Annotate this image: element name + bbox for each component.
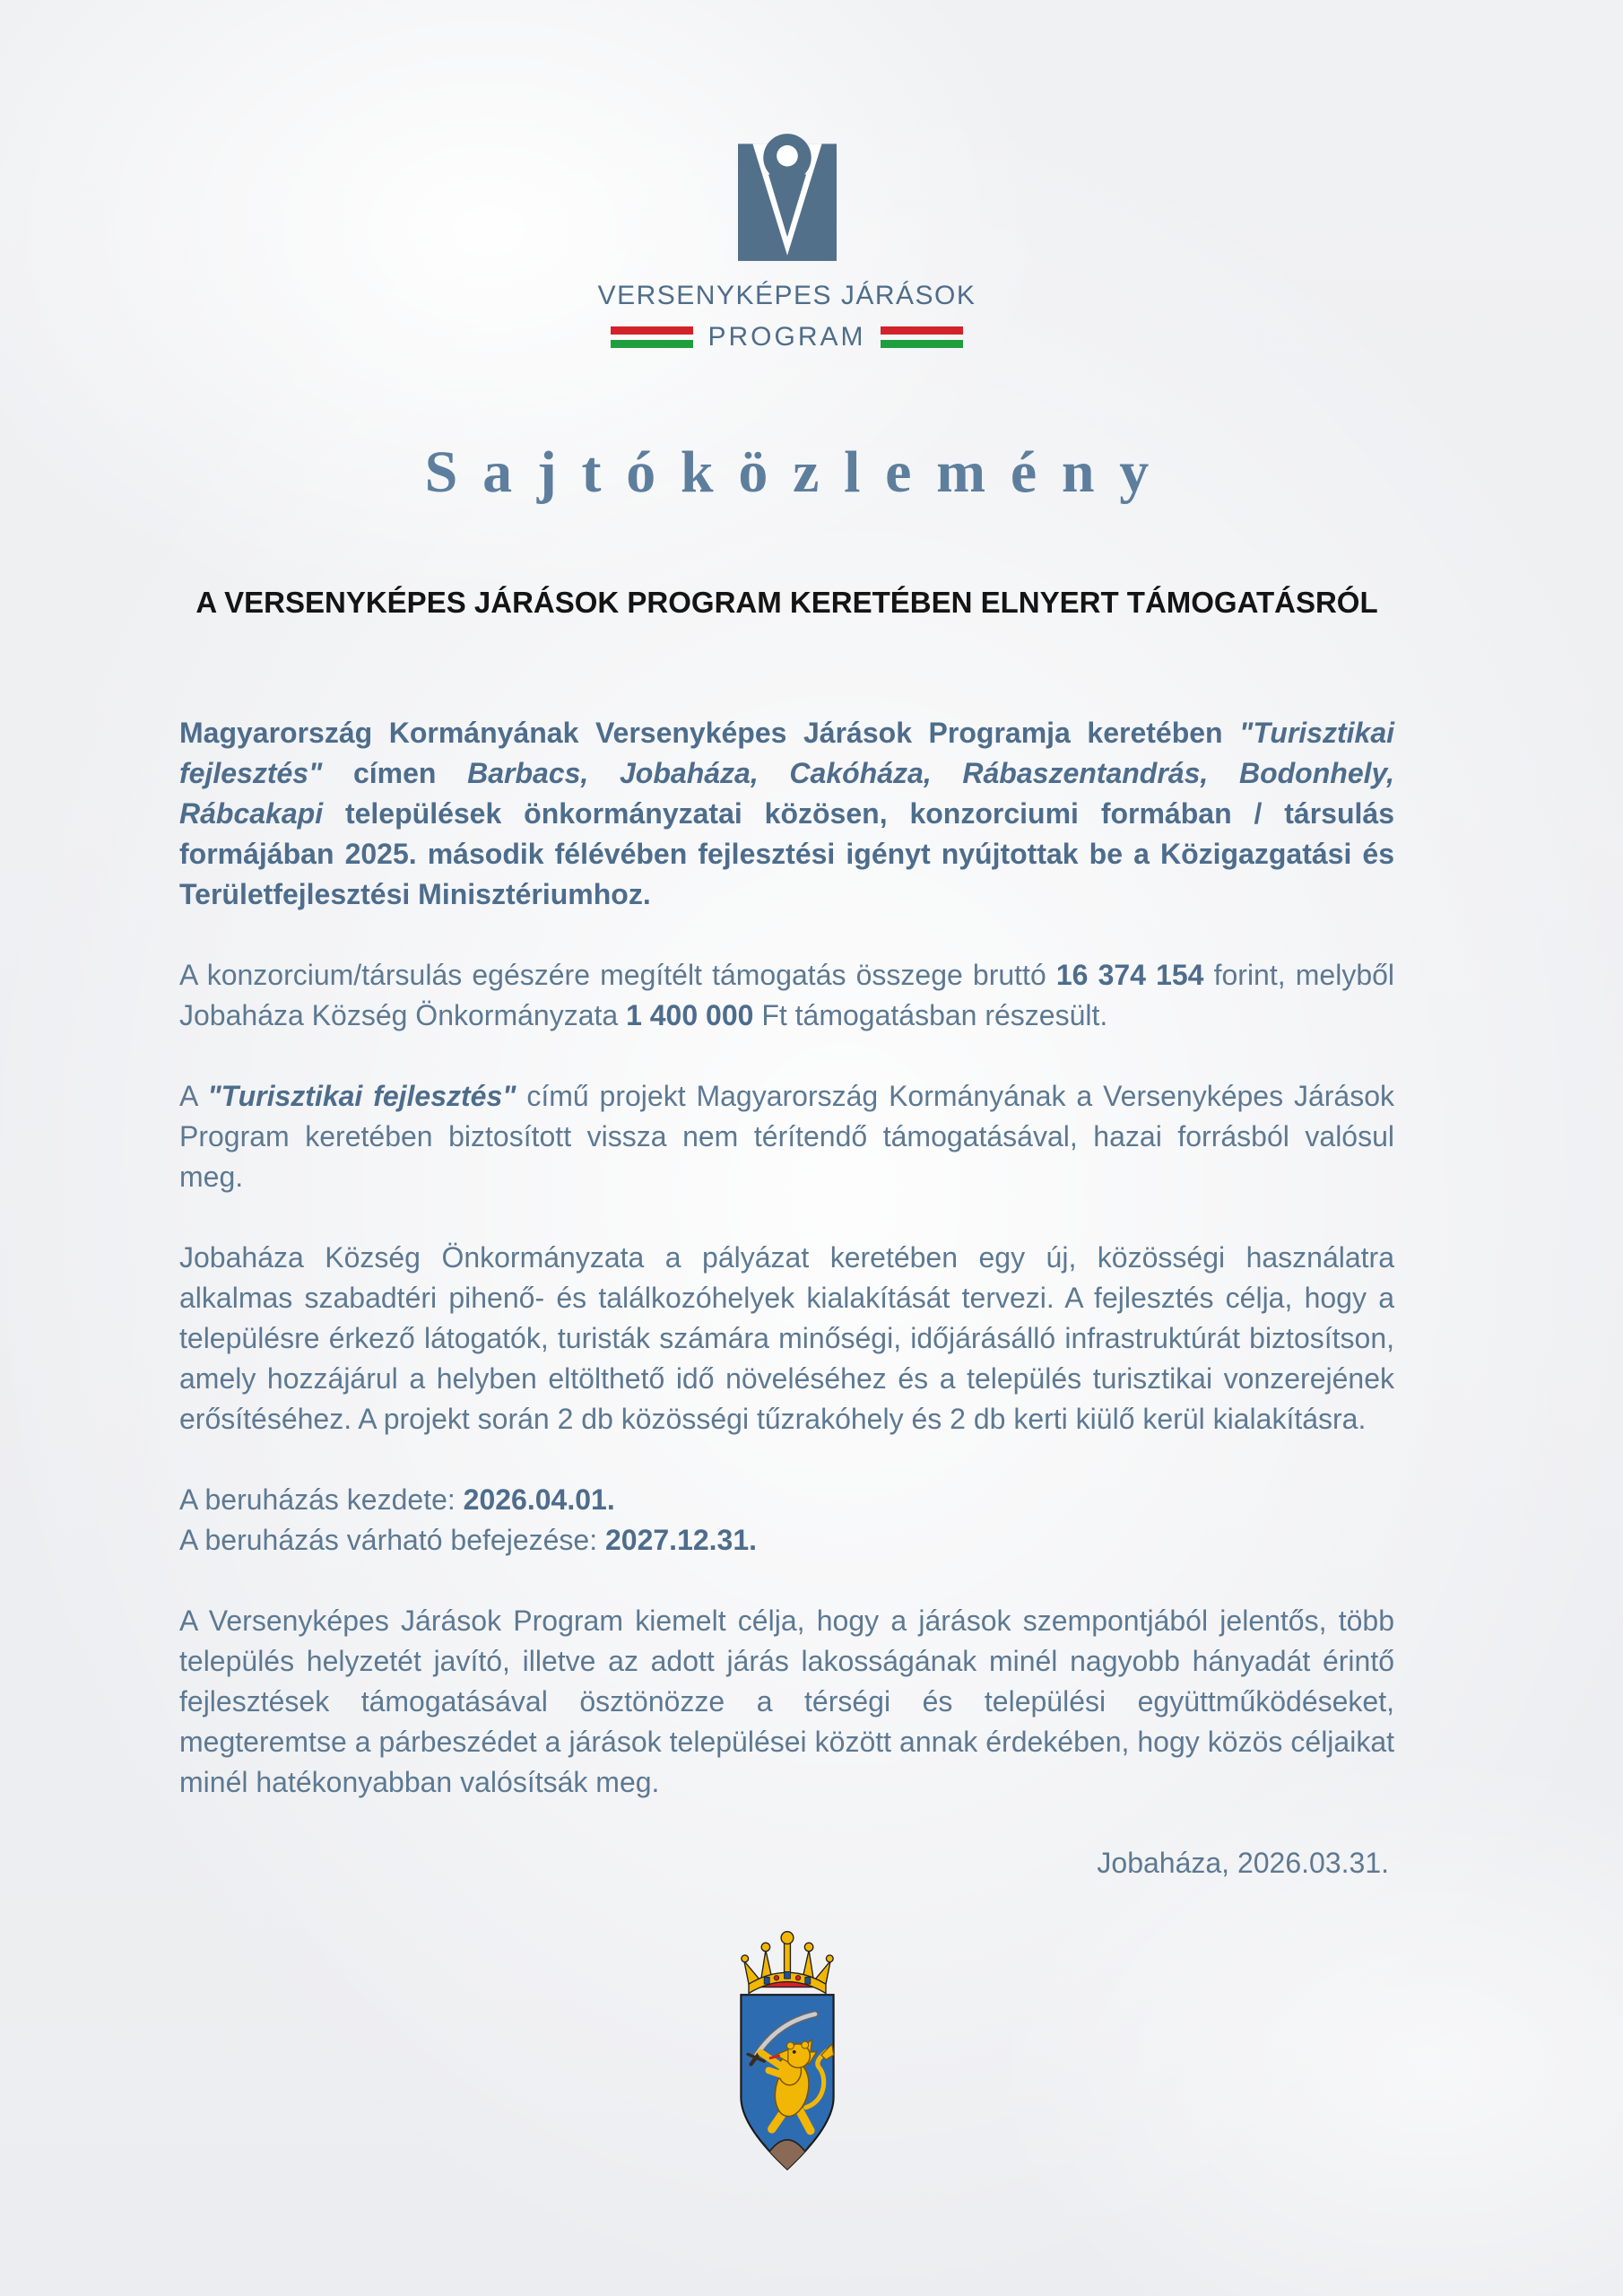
text-run: forint, melyből Jobaháza Község Önkormányzata (179, 959, 1402, 1031)
text-run: Magyarország Kormányának Versenyképes Járások Programja keretében (179, 717, 1240, 749)
text-run: Ft támogatásban részesült. (753, 999, 1108, 1031)
program-logo (179, 0, 1394, 352)
text-run: 2027.12.31. (604, 1524, 758, 1556)
body-text (179, 713, 1402, 1883)
text-run: "Turisztikai fejlesztés" (207, 1080, 516, 1112)
logo-program-row (179, 322, 1394, 352)
text-run: települések önkormányzatai közösen, konzorciumi formában / társulás formájában 2025. második félévében fejlesztési igényt nyújtottak be a Közigazgatási és Területfejlesztési Minisztériumhoz. (179, 797, 1402, 910)
text-run: A beruházás várható befejezése: (179, 1524, 605, 1556)
hungarian-flag-stripes-right-icon (881, 326, 963, 348)
text-run: A Versenyképes Járások Program kiemelt célja, hogy a járások szempontjából jelentős, több település helyzetét javító, illetve az adott járás lakosságának minél nagyobb hányadát érintő fejlesztések támogatásával ösztönözze a térségi és települési együttműködéseket, megteremtse a párbeszédet a járások települései között annak érdekében, hogy közös céljaikat minél hatékonyabban valósítsák meg. (179, 1605, 1402, 1798)
body-paragraph-4 (179, 1238, 1402, 1439)
text-run: címen (322, 757, 468, 789)
investment-end-line (179, 1520, 1394, 1561)
body-paragraph-5 (179, 1601, 1402, 1803)
logo-program-name: VERSENYKÉPES JÁRÁSOK (597, 281, 976, 310)
text-run: 16 374 154 (1055, 959, 1204, 991)
text-run: Barbacs, Jobaháza, Cakóháza, Rábaszentandrás, Bodonhely, Rábcakapi (179, 757, 1402, 830)
jobahaza-coat-of-arms (179, 1924, 1394, 2183)
logo-program-word: PROGRAM (707, 322, 866, 352)
body-paragraph-3 (179, 1076, 1402, 1197)
text-run: Jobaháza Község Önkormányzata a pályázat keretében egy új, közösségi használatra alkalmas szabadtéri pihenő- és találkozóhelyek kialakítását tervezi. A fejlesztés célja, hogy a településre érkező látogatók, turisták számára minőségi, időjárásálló infrastruktúrát biztosítson, amely hozzájárul a helyben eltölthető idő növeléséhez és a település turisztikai vonzerejének erősítéséhez. A projekt során 2 db közösségi tűzrakóhely és 2 db kerti kiülő kerül kialakításra. (179, 1241, 1402, 1435)
body-paragraph-2 (179, 955, 1402, 1036)
coat-of-arms-icon (710, 1924, 864, 2179)
text-run: Jobaháza, 2026.03.31. (1097, 1847, 1389, 1879)
text-run: A beruházás kezdete: (179, 1483, 464, 1516)
text-run: A (179, 1080, 208, 1112)
hungarian-flag-stripes-left-icon (611, 326, 693, 348)
page-title: Sajtóközlemény (424, 439, 1175, 505)
page-content (179, 0, 1402, 2183)
text-run: 2026.04.01. (463, 1483, 615, 1516)
investment-start-line (179, 1480, 1394, 1520)
text-run: című projekt Magyarország Kormányának a Versenyképes Járások Program keretében biztosított vissza nem térítendő támogatásával, hazai forrásból valósul meg. (179, 1080, 1402, 1193)
text-run: A konzorcium/társulás egészére megítélt támogatás összege bruttó (179, 959, 1056, 991)
program-logo-mark-icon (738, 133, 837, 261)
text-run: 1 400 000 (626, 999, 754, 1031)
text-run: "Turisztikai fejlesztés" (179, 717, 1402, 789)
page-subtitle: A VERSENYKÉPES JÁRÁSOK PROGRAM KERETÉBEN ELNYERT TÁMOGATÁSRÓL (195, 586, 1378, 619)
body-paragraph-1 (179, 713, 1402, 915)
place-date-line (179, 1843, 1394, 1883)
